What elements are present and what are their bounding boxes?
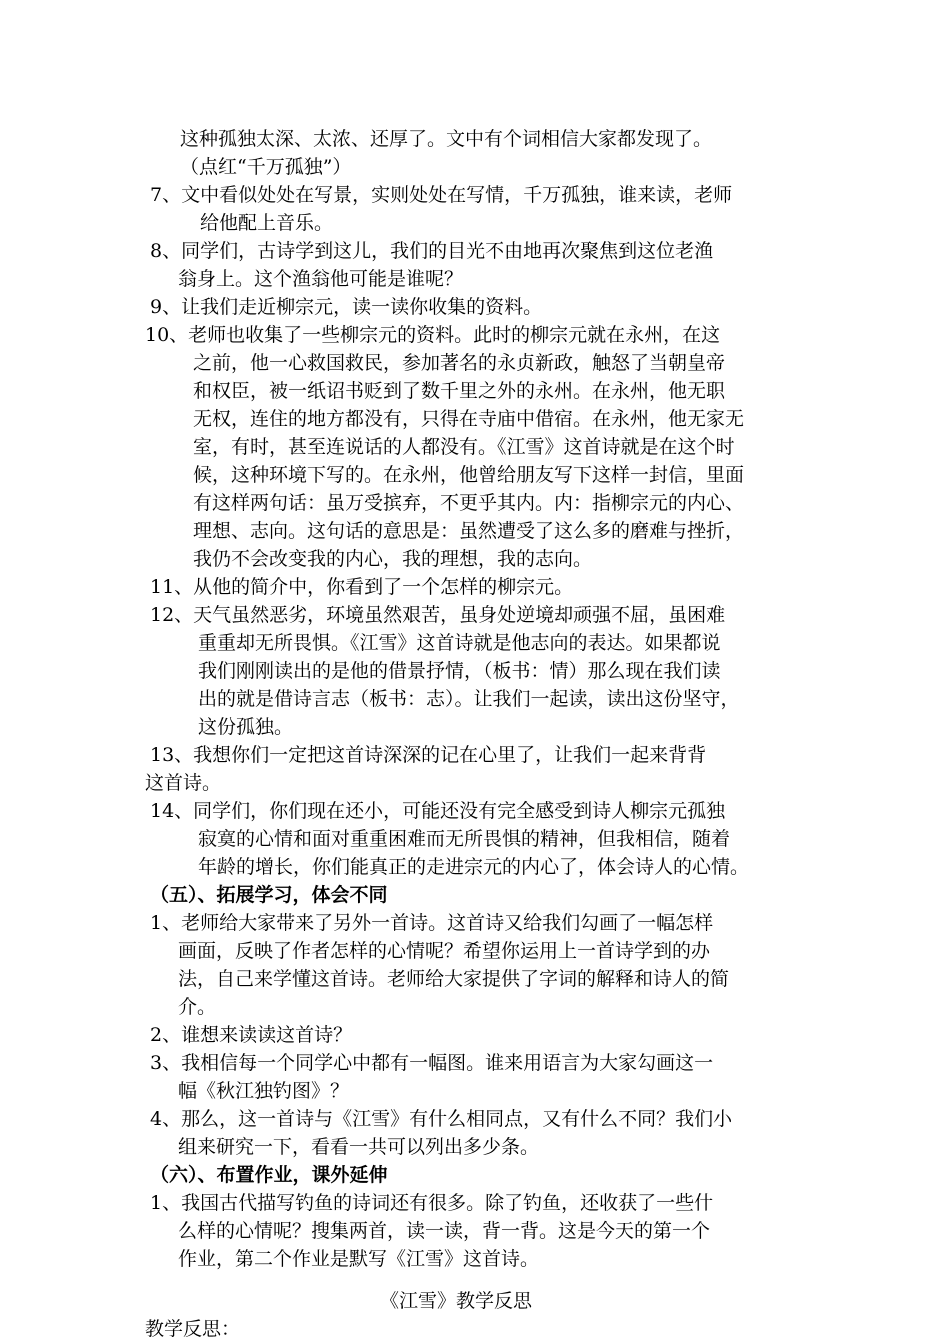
text-line: 14、同学们，你们现在还小，可能还没有完全感受到诗人柳宗元孤独 xyxy=(150,800,726,822)
text-line: 么样的心情呢？搜集两首，读一读，背一背。这是今天的第一个 xyxy=(178,1220,711,1242)
section-heading: （六）、布置作业，课外延伸 xyxy=(150,1164,388,1186)
text-line: 画面，反映了作者怎样的心情呢？希望你运用上一首诗学到的办 xyxy=(178,940,711,962)
text-line: 幅《秋江独钓图》？ xyxy=(178,1080,350,1102)
text-line: 1、我国古代描写钓鱼的诗词还有很多。除了钓鱼，还收获了一些什 xyxy=(150,1192,714,1214)
reflection-title: 《江雪》教学反思 xyxy=(380,1290,533,1312)
text-line: 3、我相信每一个同学心中都有一幅图。谁来用语言为大家勾画这一 xyxy=(150,1052,714,1074)
text-line: 这份孤独。 xyxy=(198,716,294,738)
text-line: 我仍不会改变我的内心，我的理想，我的志向。 xyxy=(193,548,593,570)
text-line: 组来研究一下，看看一共可以列出多少条。 xyxy=(178,1136,540,1158)
text-line: 12、天气虽然恶劣，环境虽然艰苦，虽身处逆境却顽强不屈，虽困难 xyxy=(150,604,726,626)
text-line: 无权，连住的地方都没有，只得在寺庙中借宿。在永州，他无家无 xyxy=(193,408,745,430)
text-line: 9、让我们走近柳宗元，读一读你收集的资料。 xyxy=(150,296,543,318)
text-line: 1、老师给大家带来了另外一首诗。这首诗又给我们勾画了一幅怎样 xyxy=(150,912,714,934)
text-line: 室，有时，甚至连说话的人都没有。《江雪》这首诗就是在这个时 xyxy=(193,436,735,458)
text-line: 法，自己来学懂这首诗。老师给大家提供了字词的解释和诗人的简 xyxy=(178,968,730,990)
text-line: 教学反思： xyxy=(145,1318,241,1340)
text-line: 之前，他一心救国救民，参加著名的永贞新政，触怒了当朝皇帝 xyxy=(193,352,726,374)
text-line: 有这样两句话：虽万受摈弃，不更乎其内。内：指柳宗元的内心、 xyxy=(193,492,745,514)
text-line: 给他配上音乐。 xyxy=(200,212,334,234)
text-line: 理想、志向。这句话的意思是：虽然遭受了这么多的磨难与挫折， xyxy=(193,520,745,542)
text-line: （点红“千万孤独”） xyxy=(180,156,352,178)
text-line: 这首诗。 xyxy=(145,772,222,794)
text-line: 出的就是借诗言志（板书：志）。让我们一起读，读出这份坚守， xyxy=(198,688,740,710)
text-line: 介。 xyxy=(178,996,217,1018)
text-line: 11、从他的简介中，你看到了一个怎样的柳宗元。 xyxy=(150,576,574,598)
text-line: 和权臣，被一纸诏书贬到了数千里之外的永州。在永州，他无职 xyxy=(193,380,726,402)
text-line: 2、谁想来读读这首诗？ xyxy=(150,1024,353,1046)
text-line: 4、那么，这一首诗与《江雪》有什么相同点，又有什么不同？我们小 xyxy=(150,1108,733,1130)
text-line: 重重却无所畏惧。《江雪》这首诗就是他志向的表达。如果都说 xyxy=(198,632,721,654)
text-line: 我们刚刚读出的是他的借景抒情，（板书：情）那么现在我们读 xyxy=(198,660,721,682)
text-line: 翁身上。这个渔翁他可能是谁呢？ xyxy=(178,268,464,290)
text-line: 10、老师也收集了一些柳宗元的资料。此时的柳宗元就在永州，在这 xyxy=(145,324,721,346)
text-line: 年龄的增长，你们能真正的走进宗元的内心了，体会诗人的心情。 xyxy=(198,856,750,878)
text-line: 13、我想你们一定把这首诗深深的记在心里了，让我们一起来背背 xyxy=(150,744,707,766)
text-line: 候，这种环境下写的。在永州，他曾给朋友写下这样一封信，里面 xyxy=(193,464,745,486)
section-heading: （五）、拓展学习，体会不同 xyxy=(150,884,388,906)
text-line: 作业，第二个作业是默写《江雪》这首诗。 xyxy=(178,1248,540,1270)
text-line: 7、文中看似处处在写景，实则处处在写情，千万孤独，谁来读，老师 xyxy=(150,184,733,206)
text-line: 这种孤独太深、太浓、还厚了。文中有个词相信大家都发现了。 xyxy=(180,128,713,150)
text-line: 8、同学们，古诗学到这儿，我们的目光不由地再次聚焦到这位老渔 xyxy=(150,240,714,262)
text-line: 寂寞的心情和面对重重困难而无所畏惧的精神，但我相信，随着 xyxy=(198,828,731,850)
